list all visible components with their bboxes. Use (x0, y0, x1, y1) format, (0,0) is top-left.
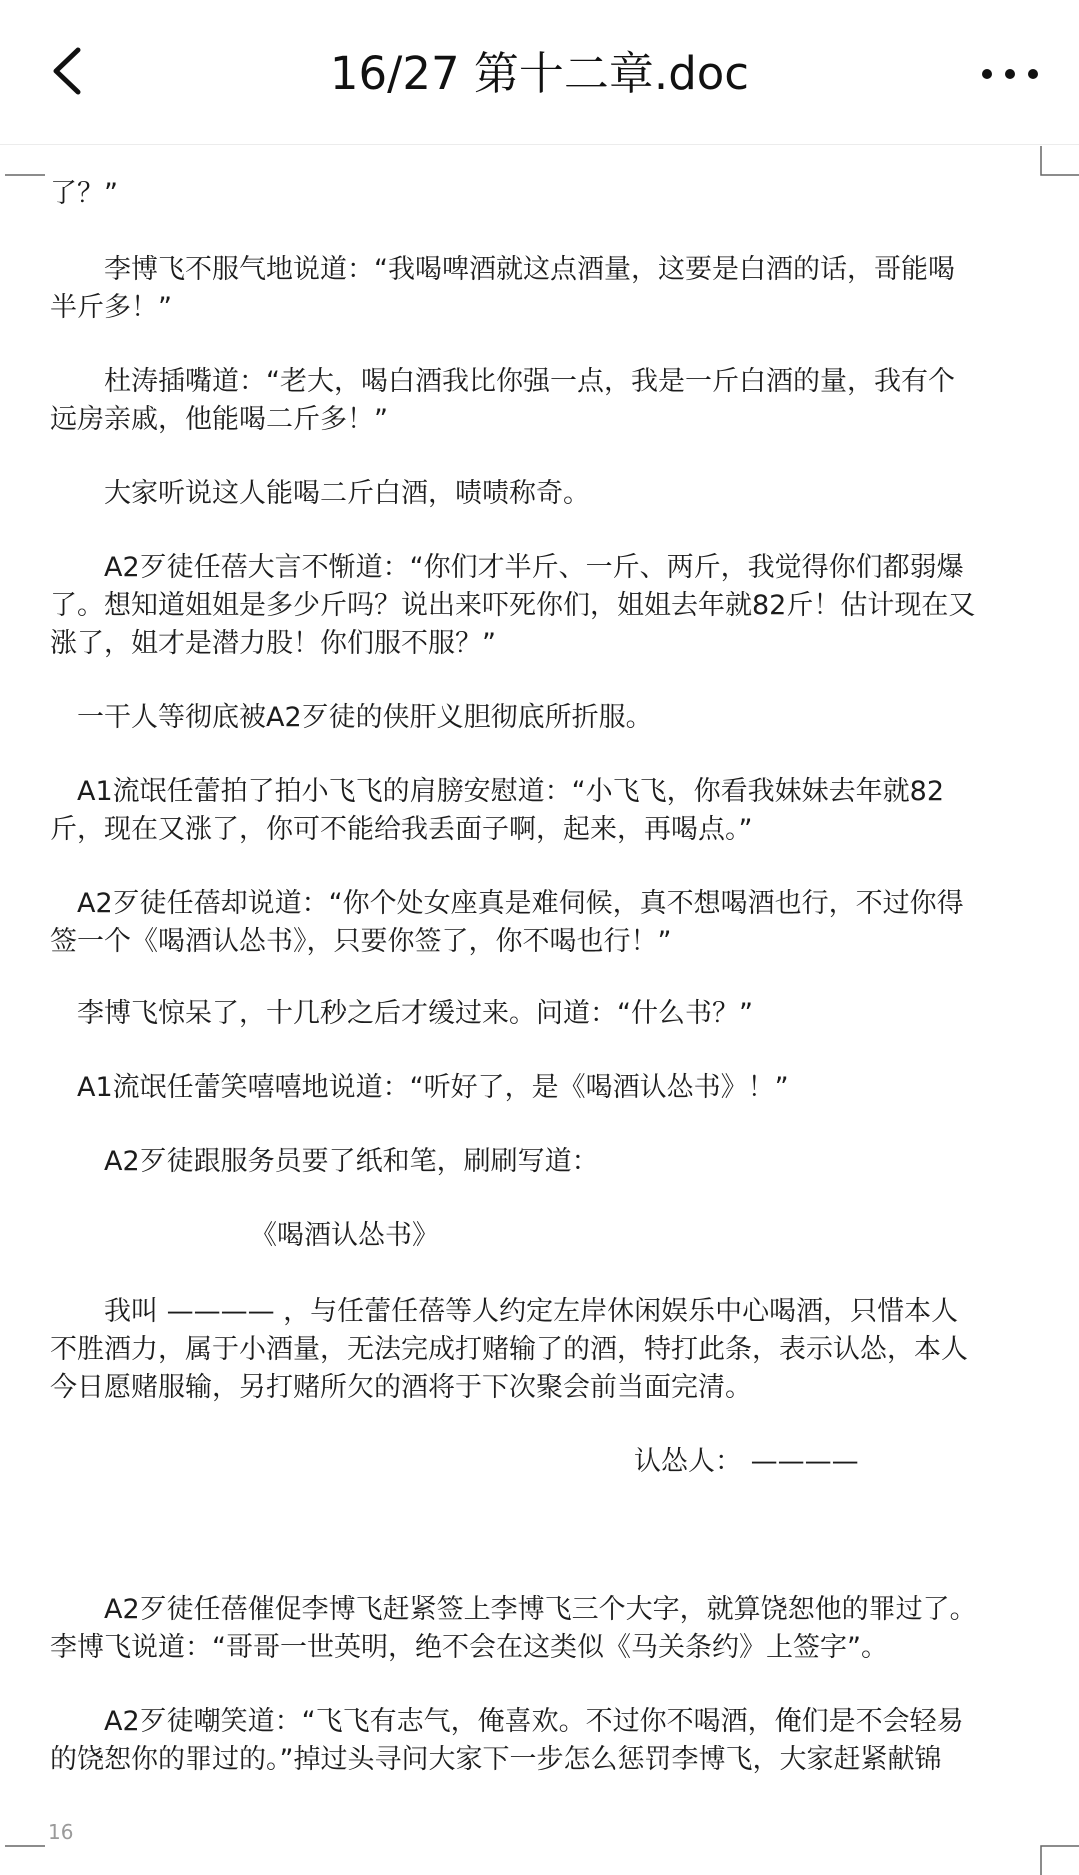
more-options-button[interactable] (975, 50, 1045, 100)
text-line: 李博飞不服气地说道：“我喝啤酒就这点酒量，这要是白酒的话，哥能喝 (50, 254, 955, 285)
more-dots-icon (975, 50, 1045, 100)
corner-mark-top-right (1039, 146, 1079, 176)
text-line: A2歹徒任蓓却说道：“你个处女座真是难伺候，真不想喝酒也行，不过你得 (50, 888, 964, 919)
text-line: 不胜酒力，属于小酒量，无法完成打赌输了的酒，特打此条，表示认怂，本人 (50, 1334, 968, 1365)
text-line: 了？” (50, 178, 118, 209)
document-title: 16/27 第十二章.doc (329, 47, 750, 100)
text-line: 涨了，姐才是潜力股！你们服不服？” (50, 628, 496, 659)
text-line: A2歹徒任蓓大言不惭道：“你们才半斤、一斤、两斤，我觉得你们都弱爆 (50, 552, 964, 583)
text-line: 今日愿赌服输，另打赌所欠的酒将于下次聚会前当面完清。 (50, 1372, 752, 1403)
text-line: 了。想知道姐姐是多少斤吗？说出来吓死你们，姐姐去年就82斤！估计现在又 (50, 590, 976, 621)
text-line: A2歹徒嘲笑道：“飞飞有志气，俺喜欢。不过你不喝酒，俺们是不会轻易 (50, 1706, 964, 1737)
document-subtitle: 《喝酒认怂书》 (250, 1220, 439, 1251)
text-line: 李博飞说道：“哥哥一世英明，绝不会在这类似《马关条约》上签字”。 (50, 1632, 888, 1663)
text-line: 的饶恕你的罪过的。”掉过头寻问大家下一步怎么惩罚李博飞，大家赶紧献锦 (50, 1744, 942, 1775)
text-line: 一干人等彻底被A2歹徒的侠肝义胆彻底所折服。 (50, 702, 653, 733)
text-line: A1流氓任蕾拍了拍小飞飞的肩膀安慰道：“小飞飞，你看我妹妹去年就82 (50, 776, 944, 807)
page-number: 16 (48, 1820, 74, 1844)
text-line: 大家听说这人能喝二斤白酒，啧啧称奇。 (50, 478, 590, 509)
text-line: A2歹徒跟服务员要了纸和笔，刷刷写道： (50, 1146, 599, 1177)
text-line: 我叫 ———— ，与任蕾任蓓等人约定左岸休闲娱乐中心喝酒，只惜本人 (50, 1296, 959, 1327)
text-line: A1流氓任蕾笑嘻嘻地说道：“听好了，是《喝酒认怂书》！” (50, 1072, 789, 1103)
text-line: 斤，现在又涨了，你可不能给我丢面子啊，起来，再喝点。” (50, 814, 753, 845)
text-line: 签一个《喝酒认怂书》，只要你签了，你不喝也行！” (50, 926, 672, 957)
corner-mark-top-left (5, 146, 45, 176)
top-bar (0, 0, 1079, 145)
text-line: A2歹徒任蓓催促李博飞赶紧签上李博飞三个大字，就算饶恕他的罪过了。 (50, 1594, 977, 1625)
corner-mark-bottom-left (5, 1845, 45, 1875)
text-line: 半斤多！” (50, 292, 172, 323)
text-line: 远房亲戚，他能喝二斤多！” (50, 404, 388, 435)
corner-mark-bottom-right (1039, 1845, 1079, 1875)
text-line: 李博飞惊呆了，十几秒之后才缓过来。问道：“什么书？” (50, 998, 753, 1029)
signature-line: 认怂人： ———— (634, 1446, 859, 1477)
text-line: 杜涛插嘴道：“老大，喝白酒我比你强一点，我是一斤白酒的量，我有个 (50, 366, 955, 397)
